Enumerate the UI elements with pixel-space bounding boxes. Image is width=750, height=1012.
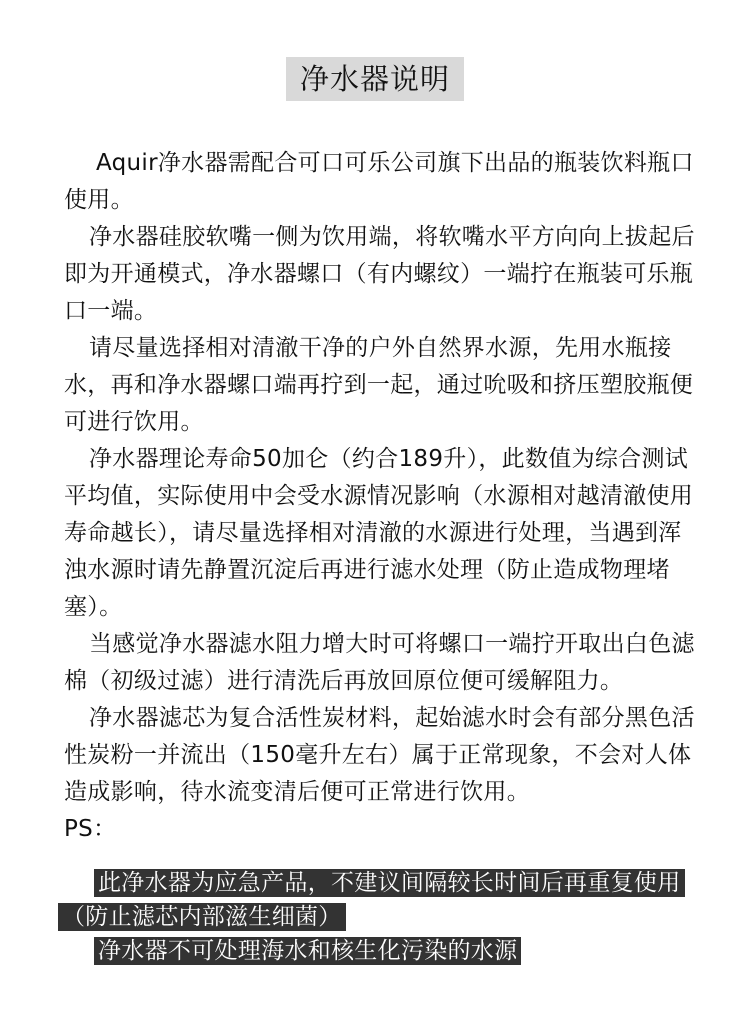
paragraph-carbon-filter: 净水器滤芯为复合活性炭材料，起始滤水时会有部分黑色活性炭粉一并流出（150毫升左右）属于正常现象，不会对人体造成影响，待水流变清后便可正常进行饮用。 (64, 705, 695, 805)
paragraph-water-source: 请尽量选择相对清澈干净的户外自然界水源，先用水瓶接水，再和净水器螺口端再拧到一起，通过吮吸和挤压塑胶瓶便可进行饮用。 (64, 335, 694, 435)
document-title: 净水器说明 (286, 57, 464, 101)
ps-notes (58, 866, 708, 968)
paragraph-lifespan: 净水器理论寿命50加仑（约合189升），此数值为综合测试平均值，实际使用中会受水源情况影响（水源相对越清澈使用寿命越长），请尽量选择相对清澈的水源进行处理，当遇到浑浊水源时请先静置沉淀后再进行滤水处理（防止造成物理堵塞）。 (64, 446, 694, 620)
note-seawater-text: 净水器不可处理海水和核生化污染的水源 (94, 937, 521, 965)
ps-label: PS： (64, 816, 117, 842)
note-no-seawater (58, 934, 708, 968)
note-emergency-product (58, 866, 708, 934)
paragraph-usage-mode: 净水器硅胶软嘴一侧为饮用端，将软嘴水平方向向上拔起后即为开通模式，净水器螺口（有内螺纹）一端拧在瓶装可乐瓶口一端。 (64, 224, 695, 324)
paragraph-cleaning: 当感觉净水器滤水阻力增大时可将螺口一端拧开取出白色滤棉（初级过滤）进行清洗后再放回原位便可缓解阻力。 (64, 631, 695, 694)
title-container (0, 57, 750, 101)
instructions-body (64, 145, 704, 848)
paragraph-compatibility: Aquir净水器需配合可口可乐公司旗下出品的瓶装饮料瓶口使用。 (64, 150, 694, 213)
note-emergency-text: 此净水器为应急产品，不建议间隔较长时间后再重复使用（防止滤芯内部滋生细菌） (58, 869, 685, 931)
